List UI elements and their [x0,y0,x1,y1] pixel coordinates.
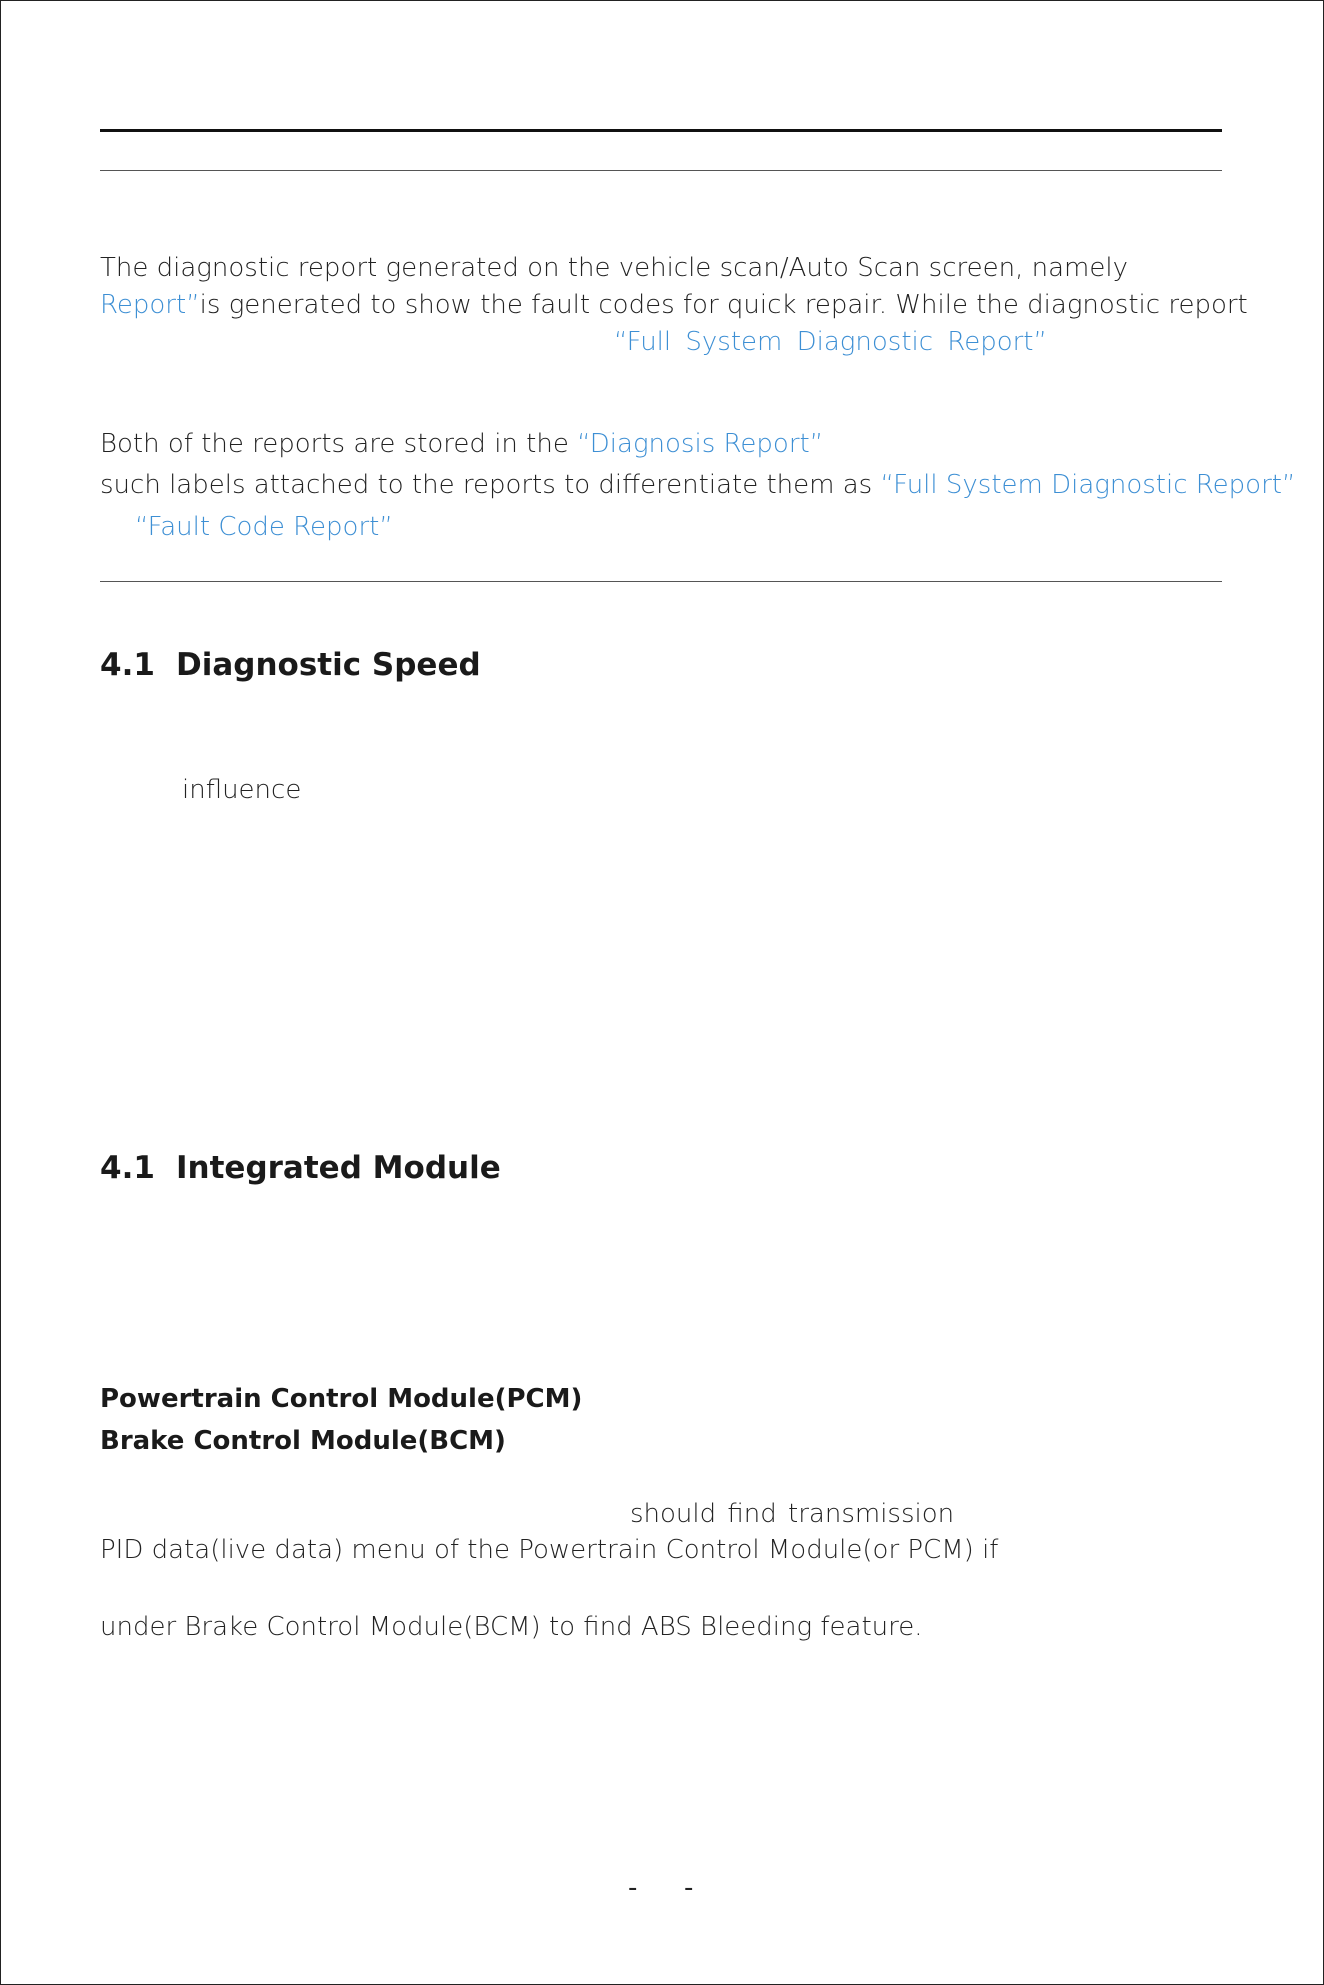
storage-text: Both of the reports are stored in the [100,429,578,459]
section-title: Integrated Module [176,1150,501,1186]
intro-text: The diagnostic report generated on the vehicle scan/Auto Scan screen, namely [100,253,1128,283]
header-rule-thick [100,129,1222,132]
section-heading-diagnostic-speed [100,645,481,685]
header-rule-thin [100,170,1222,171]
section-number: 4.1 [100,647,155,683]
section-divider [100,581,1222,582]
storage-line-1 [100,428,823,460]
module-text-3: under Brake Control Module(BCM) to find ABS Bleeding feature. [100,1612,923,1642]
full-system-report-link[interactable]: “Full System Diagnostic Report” [880,470,1296,500]
diagnosis-report-link[interactable]: “Diagnosis Report” [577,429,824,459]
section-heading-integrated-module [100,1148,501,1188]
report-link[interactable]: Report” [100,290,200,320]
module-text-2: PID data(live data) menu of the Powertrain Control Module(or PCM) if [100,1535,999,1565]
full-system-report-link[interactable]: “Full System Diagnostic Report” [614,327,1047,357]
intro-line-2 [100,289,1248,321]
section-number: 4.1 [100,1150,155,1186]
storage-text: such labels attached to the reports to differentiate them as [100,470,881,500]
text-fragment: influence [182,775,302,805]
storage-line-2 [100,469,1295,501]
page-number-dash-left: - [628,1873,638,1903]
section-title: Diagnostic Speed [176,647,481,683]
page-number-dash-right: - [684,1873,694,1903]
fault-code-report-link[interactable]: “Fault Code Report” [135,512,393,542]
module-pcm: Powertrain Control Module(PCM) [100,1384,583,1414]
intro-line-1 [100,252,1128,284]
intro-text: is generated to show the fault codes for quick repair. While the diagnostic report [199,290,1248,320]
module-text-1: should find transmission [630,1499,955,1529]
module-bcm: Brake Control Module(BCM) [100,1426,506,1456]
